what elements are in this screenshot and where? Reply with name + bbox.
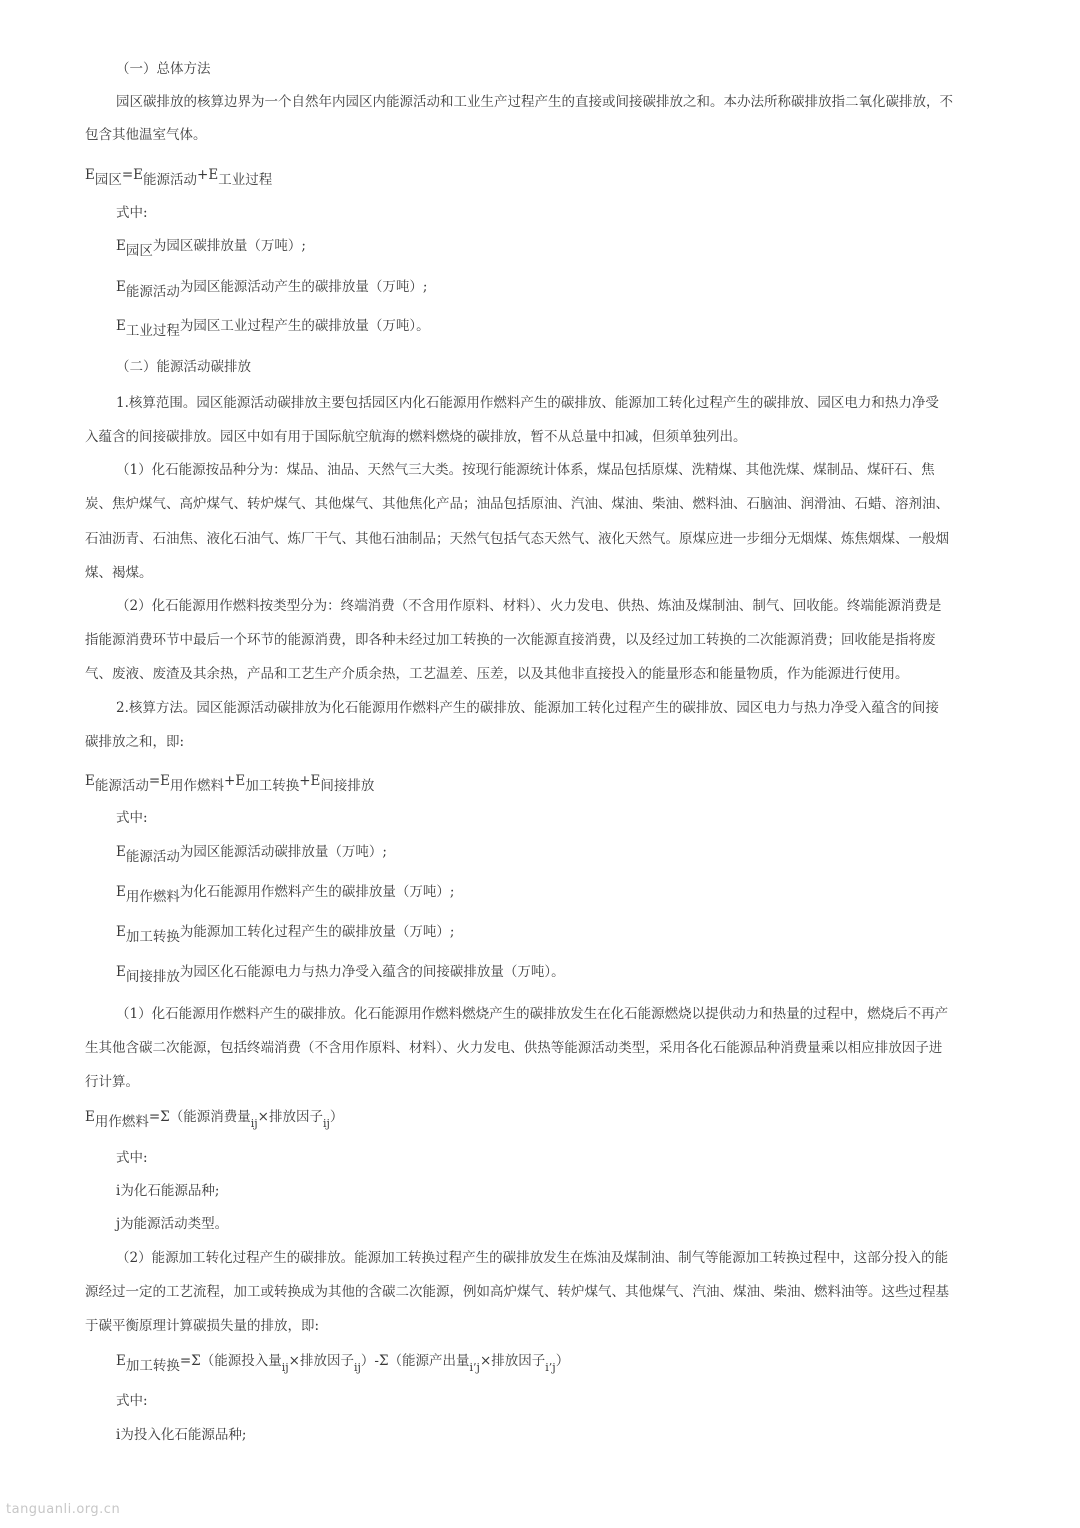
definition-line: $E_{工业过程}$为园区工业过程产生的碳排放量（万吨）。 bbox=[116, 318, 430, 339]
where-label: 式中: bbox=[116, 810, 148, 826]
section-heading-overall-method: （一）总体方法 bbox=[116, 61, 211, 77]
definition-line: j为能源活动类型。 bbox=[116, 1216, 229, 1232]
paragraph-line: 于碳平衡原理计算碳损失量的排放，即: bbox=[85, 1318, 320, 1334]
site-watermark: tanguanli.org.cn bbox=[6, 1502, 121, 1517]
definition-line: $E_{加工转换}$为能源加工转化过程产生的碳排放量（万吨）; bbox=[116, 924, 455, 945]
paragraph-line: （1）化石能源用作燃料产生的碳排放。化石能源用作燃料燃烧产生的碳排放发生在化石能源燃烧以提供动力和热量的过程中，燃烧后不再产 bbox=[116, 1006, 949, 1022]
paragraph-line: 入蕴含的间接碳排放。园区中如有用于国际航空航海的燃料燃烧的碳排放，暂不从总量中扣减，但须单独列出。 bbox=[85, 429, 747, 445]
where-label: 式中: bbox=[116, 1150, 148, 1166]
paragraph-line: 生其他含碳二次能源，包括终端消费（不含用作原料、材料）、火力发电、供热等能源活动类型，采用各化石能源品种消费量乘以相应排放因子进 bbox=[85, 1040, 943, 1056]
paragraph-line: 园区碳排放的核算边界为一个自然年内园区内能源活动和工业生产过程产生的直接或间接碳排放之和。本办法所称碳排放指二氧化碳排放，不 bbox=[116, 94, 953, 110]
definition-line: $E_{能源活动}$为园区能源活动产生的碳排放量（万吨）; bbox=[116, 279, 428, 300]
formula-energy-activity: $E_{能源活动}=E_{用作燃料}+E_{加工转换}+E_{间接排放}$ bbox=[85, 773, 375, 794]
paragraph-line: 石油沥青、石油焦、液化石油气、炼厂干气、其他石油制品；天然气包括气态天然气、液化天然气。原煤应进一步细分无烟煤、炼焦烟煤、一般烟 bbox=[85, 531, 949, 547]
formula-fuel-use: $E_{用作燃料}=\Sigma$（能源消费量$_{ij}$×排放因子$_{ij}$） bbox=[85, 1109, 344, 1130]
where-label: 式中: bbox=[116, 1393, 148, 1409]
definition-line: $E_{间接排放}$为园区化石能源电力与热力净受入蕴含的间接碳排放量（万吨）。 bbox=[116, 964, 565, 985]
paragraph-line: 行计算。 bbox=[85, 1074, 139, 1090]
paragraph-line: （2）能源加工转化过程产生的碳排放。能源加工转换过程产生的碳排放发生在炼油及煤制油、制气等能源加工转换过程中，这部分投入的能 bbox=[116, 1250, 949, 1266]
formula-park-emission: $E_{园区}=E_{能源活动}+E_{工业过程}$ bbox=[85, 167, 273, 188]
paragraph-line: （2）化石能源用作燃料按类型分为：终端消费（不含用作原料、材料）、火力发电、供热、炼油及煤制油、制气、回收能。终端能源消费是 bbox=[116, 598, 942, 614]
definition-line: $E_{园区}$为园区碳排放量（万吨）; bbox=[116, 238, 306, 259]
paragraph-line: 煤、褐煤。 bbox=[85, 565, 153, 581]
paragraph-line: 源经过一定的工艺流程，加工或转换成为其他的含碳二次能源，例如高炉煤气、转炉煤气、其他煤气、汽油、煤油、柴油、燃料油等。这些过程基 bbox=[85, 1284, 949, 1300]
formula-conversion: $E_{加工转换}=\Sigma$（能源投入量$_{ij}$×排放因子$_{ij}$）-Σ（能源产出量$_{i’j}$×排放因子$_{i’j}$） bbox=[116, 1353, 570, 1374]
paragraph-line: 2.核算方法。园区能源活动碳排放为化石能源用作燃料产生的碳排放、能源加工转化过程产生的碳排放、园区电力与热力净受入蕴含的间接 bbox=[116, 700, 939, 716]
definition-line: $E_{能源活动}$为园区能源活动碳排放量（万吨）; bbox=[116, 844, 387, 865]
paragraph-line: 1.核算范围。园区能源活动碳排放主要包括园区内化石能源用作燃料产生的碳排放、能源加工转化过程产生的碳排放、园区电力和热力净受 bbox=[116, 395, 939, 411]
definition-line: i为化石能源品种; bbox=[116, 1183, 220, 1199]
paragraph-line: 包含其他温室气体。 bbox=[85, 127, 207, 143]
paragraph-line: 炭、焦炉煤气、高炉煤气、转炉煤气、其他煤气、其他焦化产品；油品包括原油、汽油、煤油、柴油、燃料油、石脑油、润滑油、石蜡、溶剂油、 bbox=[85, 496, 949, 512]
where-label: 式中: bbox=[116, 205, 148, 221]
paragraph-line: 气、废液、废渣及其余热，产品和工艺生产介质余热，工艺温差、压差，以及其他非直接投入的能量形态和能量物质，作为能源进行使用。 bbox=[85, 666, 909, 682]
definition-line: i为投入化石能源品种; bbox=[116, 1427, 247, 1443]
section-heading-energy-activity: （二）能源活动碳排放 bbox=[116, 359, 251, 375]
paragraph-line: （1）化石能源按品种分为：煤品、油品、天然气三大类。按现行能源统计体系，煤品包括原煤、洗精煤、其他洗煤、煤制品、煤矸石、焦 bbox=[116, 462, 935, 478]
definition-line: $E_{用作燃料}$为化石能源用作燃料产生的碳排放量（万吨）; bbox=[116, 884, 455, 905]
paragraph-line: 指能源消费环节中最后一个环节的能源消费，即各种未经过加工转换的一次能源直接消费，以及经过加工转换的二次能源消费；回收能是指将废 bbox=[85, 632, 936, 648]
paragraph-line: 碳排放之和，即: bbox=[85, 734, 185, 750]
